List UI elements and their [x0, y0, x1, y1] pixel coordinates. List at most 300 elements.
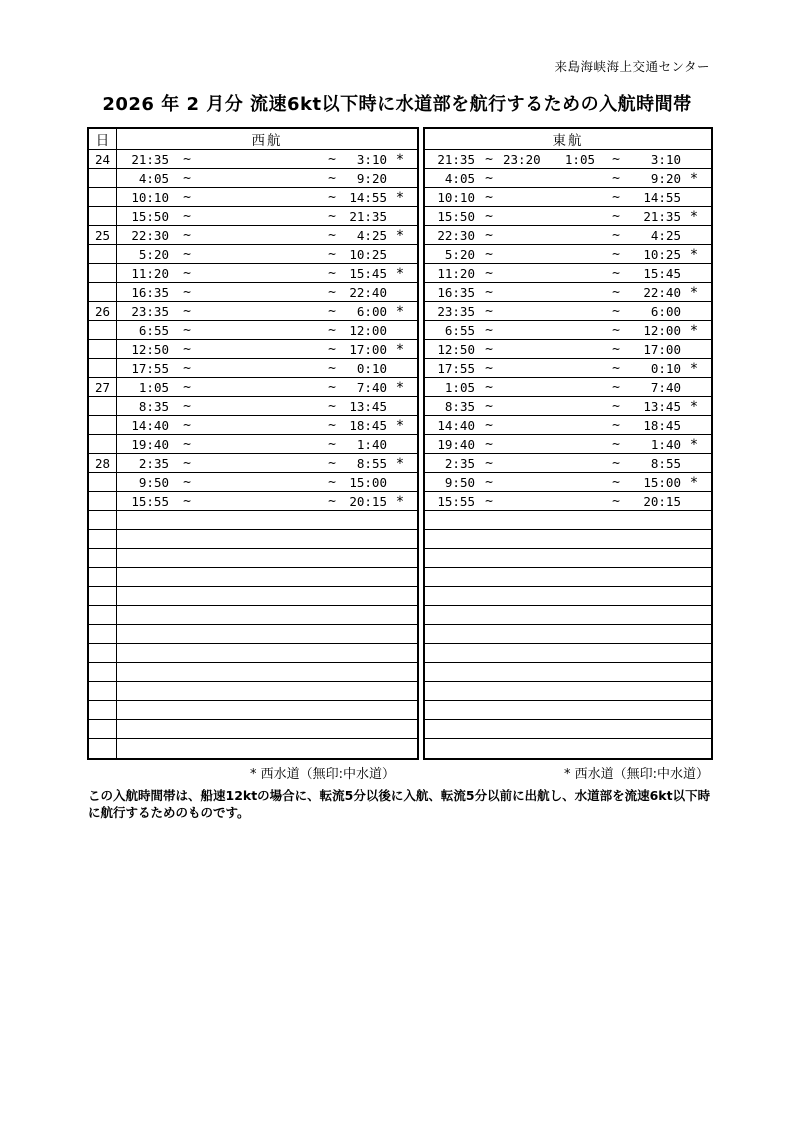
tilde-symbol: ~ [183, 417, 191, 433]
tilde-symbol: ~ [612, 208, 620, 224]
start-time: 19:40 [131, 436, 169, 452]
start-time: 6:55 [138, 322, 169, 338]
time-ranges [117, 245, 417, 263]
time-ranges [117, 606, 417, 624]
start-time: 11:20 [131, 265, 169, 281]
table-row [89, 150, 417, 169]
tilde-symbol: ~ [328, 227, 336, 243]
time-ranges [117, 321, 417, 339]
table-row [89, 264, 417, 283]
start-time: 6:55 [444, 322, 475, 338]
time-ranges [425, 682, 711, 700]
tilde-symbol: ~ [183, 398, 191, 414]
tilde-symbol: ~ [485, 208, 493, 224]
end-time: 4:25 [356, 227, 387, 243]
tilde-symbol: ~ [328, 151, 336, 167]
empty-table-row [425, 587, 711, 606]
tilde-symbol: ~ [612, 493, 620, 509]
tilde-symbol: ~ [485, 455, 493, 471]
tilde-symbol: ~ [183, 341, 191, 357]
start-time: 8:35 [138, 398, 169, 414]
tilde-symbol: ~ [485, 341, 493, 357]
tilde-symbol: ~ [612, 360, 620, 376]
time-ranges [117, 549, 417, 567]
table-row [425, 226, 711, 245]
day-cell [89, 625, 117, 643]
day-cell [89, 283, 117, 301]
tilde-symbol: ~ [183, 151, 191, 167]
end-time: 8:55 [650, 455, 681, 471]
start-time: 14:40 [437, 417, 475, 433]
day-cell: 24 [89, 150, 117, 168]
west-channel-asterisk: * [395, 190, 405, 206]
day-cell [89, 739, 117, 758]
time-ranges [425, 644, 711, 662]
westbound-rows [89, 150, 417, 758]
table-row [425, 207, 711, 226]
west-channel-asterisk: * [395, 342, 405, 358]
end-time: 1:40 [356, 436, 387, 452]
start-time: 2:35 [138, 455, 169, 471]
tilde-symbol: ~ [328, 455, 336, 471]
west-channel-asterisk: * [395, 418, 405, 434]
tilde-symbol: ~ [485, 284, 493, 300]
day-column-header: 日 [89, 129, 117, 149]
end-time: 14:55 [643, 189, 681, 205]
westbound-column-header: 西航 [251, 133, 283, 149]
time-ranges [425, 492, 711, 510]
day-cell [89, 188, 117, 206]
end-time: 20:15 [349, 493, 387, 509]
time-ranges [425, 150, 711, 168]
day-cell [89, 321, 117, 339]
empty-table-row [89, 663, 417, 682]
start-time: 1:05 [444, 379, 475, 395]
start-time: 4:05 [444, 170, 475, 186]
day-cell [89, 720, 117, 738]
day-cell [89, 397, 117, 415]
table-row [89, 416, 417, 435]
start-time: 5:20 [444, 246, 475, 262]
start-time: 22:30 [131, 227, 169, 243]
start-time: 4:05 [138, 170, 169, 186]
time-ranges [425, 226, 711, 244]
end-time: 6:00 [650, 303, 681, 319]
time-ranges [425, 397, 711, 415]
day-cell [89, 435, 117, 453]
end-time: 22:40 [643, 284, 681, 300]
table-row [425, 245, 711, 264]
end-time: 6:00 [356, 303, 387, 319]
time-ranges [425, 606, 711, 624]
tilde-symbol: ~ [183, 379, 191, 395]
west-table-footnote: * 西水道（無印:中水道） [249, 767, 395, 782]
time-ranges [425, 359, 711, 377]
west-channel-asterisk: * [689, 171, 699, 187]
end-time: 0:10 [356, 360, 387, 376]
tilde-symbol: ~ [183, 474, 191, 490]
table-row [89, 188, 417, 207]
day-cell: 27 [89, 378, 117, 396]
end-time: 9:20 [650, 170, 681, 186]
end-time: 22:40 [349, 284, 387, 300]
table-row [425, 283, 711, 302]
tilde-symbol: ~ [485, 189, 493, 205]
day-cell [89, 492, 117, 510]
time-ranges [117, 511, 417, 529]
tilde-symbol: ~ [485, 322, 493, 338]
west-channel-asterisk: * [395, 228, 405, 244]
tilde-symbol: ~ [328, 170, 336, 186]
time-ranges [117, 397, 417, 415]
start-time: 23:35 [437, 303, 475, 319]
time-ranges [117, 188, 417, 206]
day-cell [89, 207, 117, 225]
start-time: 15:50 [131, 208, 169, 224]
range2-start-time: 1:05 [564, 151, 595, 167]
tilde-symbol: ~ [485, 151, 493, 167]
end-time: 3:10 [650, 151, 681, 167]
time-ranges [425, 264, 711, 282]
time-ranges [117, 530, 417, 548]
tilde-symbol: ~ [328, 208, 336, 224]
empty-table-row [89, 587, 417, 606]
west-channel-asterisk: * [395, 152, 405, 168]
day-cell [89, 682, 117, 700]
time-ranges [425, 473, 711, 491]
time-ranges [117, 302, 417, 320]
time-ranges [117, 644, 417, 662]
tilde-symbol: ~ [485, 436, 493, 452]
time-ranges [117, 264, 417, 282]
end-time: 13:45 [643, 398, 681, 414]
empty-table-row [425, 568, 711, 587]
time-ranges [117, 169, 417, 187]
table-row [425, 321, 711, 340]
time-ranges [117, 454, 417, 472]
time-ranges [425, 568, 711, 586]
tilde-symbol: ~ [183, 303, 191, 319]
west-channel-asterisk: * [395, 380, 405, 396]
tilde-symbol: ~ [485, 360, 493, 376]
tilde-symbol: ~ [183, 322, 191, 338]
west-channel-asterisk: * [689, 361, 699, 377]
table-row [425, 359, 711, 378]
table-row [425, 454, 711, 473]
empty-table-row [89, 549, 417, 568]
day-cell [89, 169, 117, 187]
tilde-symbol: ~ [328, 417, 336, 433]
day-cell [89, 606, 117, 624]
end-time: 10:25 [643, 246, 681, 262]
eastbound-table [423, 127, 713, 760]
empty-table-row [89, 682, 417, 701]
tilde-symbol: ~ [183, 189, 191, 205]
time-ranges [117, 492, 417, 510]
end-time: 21:35 [349, 208, 387, 224]
time-ranges [425, 739, 711, 758]
end-time: 3:10 [356, 151, 387, 167]
empty-table-row [425, 549, 711, 568]
west-table-header-row [89, 129, 417, 150]
tilde-symbol: ~ [612, 341, 620, 357]
table-row [425, 150, 711, 169]
tilde-symbol: ~ [183, 436, 191, 452]
tilde-symbol: ~ [183, 455, 191, 471]
empty-table-row [425, 625, 711, 644]
west-channel-asterisk: * [395, 494, 405, 510]
table-row [89, 492, 417, 511]
tilde-symbol: ~ [328, 189, 336, 205]
tilde-symbol: ~ [612, 227, 620, 243]
page-title: 2026 年 2 月分 流速6kt以下時に水道部を航行するための入航時間帯 [102, 94, 692, 115]
start-time: 15:55 [437, 493, 475, 509]
end-time: 18:45 [349, 417, 387, 433]
empty-table-row [89, 568, 417, 587]
tilde-symbol: ~ [612, 474, 620, 490]
west-channel-asterisk: * [395, 266, 405, 282]
time-ranges [425, 169, 711, 187]
table-row [89, 226, 417, 245]
table-row [89, 378, 417, 397]
day-cell: 25 [89, 226, 117, 244]
start-time: 5:20 [138, 246, 169, 262]
time-ranges [425, 549, 711, 567]
day-cell [89, 587, 117, 605]
start-time: 11:20 [437, 265, 475, 281]
tilde-symbol: ~ [183, 208, 191, 224]
start-time: 16:35 [437, 284, 475, 300]
day-cell [89, 568, 117, 586]
day-cell [89, 511, 117, 529]
tilde-symbol: ~ [328, 360, 336, 376]
empty-table-row [425, 739, 711, 758]
time-ranges [117, 625, 417, 643]
time-ranges [425, 207, 711, 225]
table-row [89, 340, 417, 359]
west-channel-asterisk: * [689, 209, 699, 225]
start-time: 9:50 [138, 474, 169, 490]
time-ranges [425, 321, 711, 339]
tilde-symbol: ~ [612, 436, 620, 452]
end-time: 8:55 [356, 455, 387, 471]
empty-table-row [425, 644, 711, 663]
time-ranges [425, 701, 711, 719]
note-line-1: この入航時間帯は、船速12ktの場合に、転流5分以後に入航、転流5分以前に出航し、水道部を流速6kt以下時 [88, 788, 711, 803]
time-ranges [425, 587, 711, 605]
start-time: 16:35 [131, 284, 169, 300]
empty-table-row [425, 530, 711, 549]
time-ranges [425, 245, 711, 263]
end-time: 15:00 [349, 474, 387, 490]
time-ranges [117, 739, 417, 758]
west-channel-asterisk: * [689, 323, 699, 339]
empty-table-row [89, 720, 417, 739]
start-time: 21:35 [437, 151, 475, 167]
table-row [425, 302, 711, 321]
start-time: 2:35 [444, 455, 475, 471]
day-cell [89, 663, 117, 681]
table-row [89, 359, 417, 378]
east-table-footnote: * 西水道（無印:中水道） [563, 767, 709, 782]
end-time: 1:40 [650, 436, 681, 452]
empty-table-row [425, 663, 711, 682]
end-time: 14:55 [349, 189, 387, 205]
table-row [425, 264, 711, 283]
tilde-symbol: ~ [328, 341, 336, 357]
tilde-symbol: ~ [485, 265, 493, 281]
time-ranges [117, 150, 417, 168]
empty-table-row [89, 511, 417, 530]
time-ranges [117, 568, 417, 586]
empty-table-row [89, 701, 417, 720]
start-time: 12:50 [131, 341, 169, 357]
table-row [89, 245, 417, 264]
day-cell [89, 340, 117, 358]
start-time: 10:10 [131, 189, 169, 205]
east-table-header-row [425, 129, 711, 150]
table-row [425, 492, 711, 511]
explanatory-note [88, 787, 710, 821]
table-row [89, 207, 417, 226]
west-channel-asterisk: * [689, 437, 699, 453]
day-cell [89, 701, 117, 719]
start-time: 21:35 [131, 151, 169, 167]
time-ranges [425, 340, 711, 358]
start-time: 14:40 [131, 417, 169, 433]
tilde-symbol: ~ [485, 417, 493, 433]
tilde-symbol: ~ [485, 379, 493, 395]
tilde-symbol: ~ [612, 379, 620, 395]
empty-table-row [89, 606, 417, 625]
empty-table-row [425, 606, 711, 625]
empty-table-row [425, 701, 711, 720]
empty-table-row [89, 644, 417, 663]
time-ranges [425, 302, 711, 320]
tilde-symbol: ~ [612, 189, 620, 205]
table-row [89, 397, 417, 416]
time-ranges [425, 625, 711, 643]
end-time: 17:00 [643, 341, 681, 357]
end-time: 7:40 [356, 379, 387, 395]
end-time: 12:00 [643, 322, 681, 338]
west-channel-asterisk: * [689, 475, 699, 491]
start-time: 22:30 [437, 227, 475, 243]
end-time: 13:45 [349, 398, 387, 414]
time-ranges [117, 435, 417, 453]
day-cell [89, 530, 117, 548]
org-name: 来島海峡海上交通センター [554, 59, 710, 74]
end-time: 12:00 [349, 322, 387, 338]
start-time: 9:50 [444, 474, 475, 490]
table-row [425, 435, 711, 454]
start-time: 19:40 [437, 436, 475, 452]
table-row [89, 302, 417, 321]
empty-table-row [425, 682, 711, 701]
tilde-symbol: ~ [328, 436, 336, 452]
tilde-symbol: ~ [485, 493, 493, 509]
day-cell [89, 359, 117, 377]
table-row [89, 283, 417, 302]
west-channel-asterisk: * [395, 304, 405, 320]
empty-table-row [89, 739, 417, 758]
tilde-symbol: ~ [485, 474, 493, 490]
tilde-symbol: ~ [612, 455, 620, 471]
time-ranges [425, 511, 711, 529]
tilde-symbol: ~ [485, 246, 493, 262]
tilde-symbol: ~ [183, 265, 191, 281]
time-ranges [117, 663, 417, 681]
end-time: 7:40 [650, 379, 681, 395]
day-cell [89, 416, 117, 434]
table-row [89, 321, 417, 340]
time-ranges [425, 283, 711, 301]
end-time: 0:10 [650, 360, 681, 376]
west-channel-asterisk: * [689, 285, 699, 301]
tilde-symbol: ~ [485, 303, 493, 319]
time-ranges [117, 416, 417, 434]
time-ranges [117, 340, 417, 358]
tilde-symbol: ~ [612, 303, 620, 319]
start-time: 15:50 [437, 208, 475, 224]
empty-table-row [425, 720, 711, 739]
end-time: 18:45 [643, 417, 681, 433]
start-time: 1:05 [138, 379, 169, 395]
time-ranges [117, 283, 417, 301]
tilde-symbol: ~ [183, 284, 191, 300]
day-cell [89, 264, 117, 282]
table-row [425, 397, 711, 416]
table-row [89, 473, 417, 492]
empty-table-row [89, 625, 417, 644]
tilde-symbol: ~ [485, 170, 493, 186]
table-row [89, 169, 417, 188]
west-channel-asterisk: * [689, 247, 699, 263]
time-ranges [117, 701, 417, 719]
time-ranges [117, 720, 417, 738]
time-ranges [425, 454, 711, 472]
start-time: 17:55 [131, 360, 169, 376]
start-time: 15:55 [131, 493, 169, 509]
eastbound-column-header: 東航 [552, 133, 584, 149]
day-cell: 28 [89, 454, 117, 472]
empty-table-row [425, 511, 711, 530]
tilde-symbol: ~ [183, 246, 191, 262]
tilde-symbol: ~ [328, 322, 336, 338]
tilde-symbol: ~ [328, 379, 336, 395]
tilde-symbol: ~ [612, 151, 620, 167]
time-ranges [117, 587, 417, 605]
time-ranges [117, 207, 417, 225]
end-time: 15:00 [643, 474, 681, 490]
end-time: 20:15 [643, 493, 681, 509]
range1-end-time: 23:20 [503, 151, 541, 167]
tilde-symbol: ~ [485, 227, 493, 243]
end-time: 15:45 [349, 265, 387, 281]
tilde-symbol: ~ [612, 322, 620, 338]
tilde-symbol: ~ [328, 474, 336, 490]
tilde-symbol: ~ [183, 493, 191, 509]
time-ranges [117, 378, 417, 396]
end-time: 15:45 [643, 265, 681, 281]
tilde-symbol: ~ [183, 360, 191, 376]
west-channel-asterisk: * [689, 399, 699, 415]
day-cell [89, 245, 117, 263]
table-row [425, 169, 711, 188]
tilde-symbol: ~ [328, 493, 336, 509]
day-cell [89, 644, 117, 662]
start-time: 10:10 [437, 189, 475, 205]
